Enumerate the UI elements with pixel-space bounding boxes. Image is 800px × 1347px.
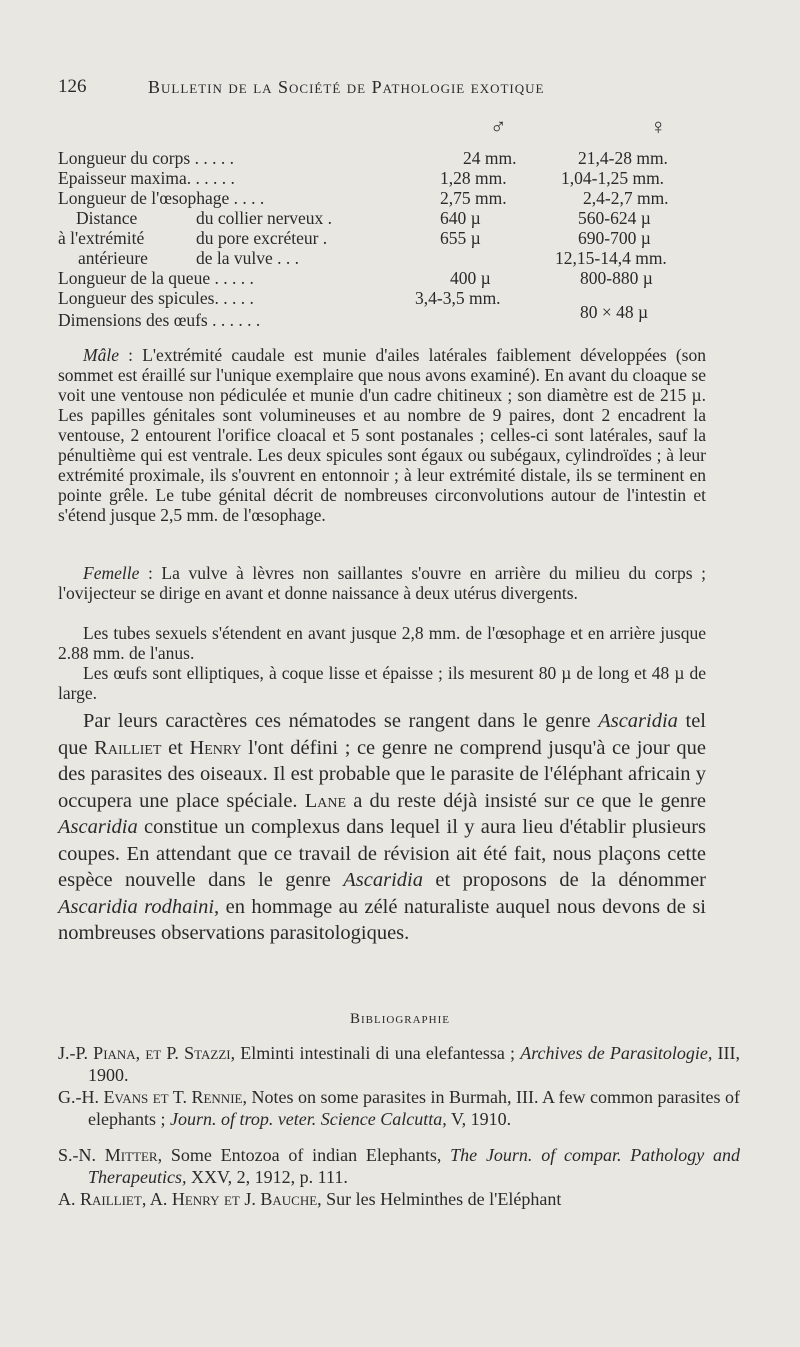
author-name: Henry: [189, 736, 242, 759]
genus-name: Ascaridia: [58, 816, 138, 838]
page-number: 126: [58, 76, 87, 97]
ref-volume: III, 1900.: [88, 1043, 741, 1085]
text-run: Par leurs caractères ces nématodes se rangent dans le genre: [83, 710, 599, 732]
table-row: [58, 148, 718, 168]
running-title: Bulletin de la Société de Pathologie exotique: [148, 77, 545, 97]
table-row: [58, 188, 718, 208]
female-symbol: ♀: [650, 114, 667, 139]
female-value: 1,04-1,25 mm.: [561, 168, 665, 188]
row-sublabel: du collier nerveux .: [196, 208, 333, 228]
bibliography-entry: [58, 1189, 740, 1211]
table-row: [58, 268, 718, 288]
genus-name: Ascaridia: [598, 710, 678, 732]
ref-authors: S.-N. Mitter,: [58, 1145, 163, 1165]
author-name: Lane: [304, 789, 347, 812]
ref-authors: J.-P. Piana, et P. Stazzi,: [58, 1043, 236, 1063]
ref-title: Notes on some parasites in Burmah, III. A few common parasites of elephants ;: [88, 1087, 740, 1129]
female-value: 80 × 48 µ: [580, 302, 649, 322]
female-value: 12,15-14,4 mm.: [555, 248, 667, 268]
ref-title: Elminti intestinali di una elefantessa ;: [235, 1043, 521, 1063]
bibliography-entry: [58, 1043, 740, 1086]
text-run: et proposons de la dénommer: [422, 869, 706, 891]
text-run: l'ont défini ; ce genre ne comprend jusqu'à ce jour que des parasites des oiseaux. Il est probable que le parasite de l'éléphant africain y occupera une place spéciale.: [58, 736, 706, 812]
page-header: [58, 76, 718, 102]
text-run: et: [161, 736, 190, 759]
row-label: à l'extrémité: [58, 228, 145, 248]
row-sublabel: de la vulve . . .: [196, 248, 300, 268]
ref-authors: A. Railliet, A. Henry et J. Bauche,: [58, 1189, 322, 1209]
ref-volume: XXV, 2, 1912, p. 111.: [186, 1166, 348, 1187]
author-name: Railliet: [94, 736, 162, 759]
table-row: [58, 248, 718, 268]
measurement-table: [58, 112, 718, 332]
table-row: [58, 228, 718, 248]
ref-title: Sur les Helminthes de l'Eléphant: [321, 1189, 562, 1209]
row-label: Longueur de l'œsophage . . . .: [58, 188, 265, 208]
male-value: 24 mm.: [463, 148, 517, 168]
text-run: a du reste déjà insisté sur ce que le genre: [346, 789, 706, 812]
table-row: [58, 208, 718, 228]
female-value: 2,4-2,7 mm.: [583, 188, 669, 208]
row-label: Dimensions des œufs . . . . . .: [58, 310, 261, 330]
eggs-paragraph: Les œufs sont elliptiques, à coque lisse et épaisse ; ils mesurent 80 µ de long et 48 µ de large.: [58, 663, 706, 703]
male-value: 1,28 mm.: [440, 168, 507, 188]
row-label: Longueur du corps . . . . .: [58, 148, 234, 168]
male-value: 2,75 mm.: [440, 188, 507, 208]
row-label: antérieure: [78, 248, 148, 268]
male-value: 655 µ: [440, 228, 481, 248]
ref-title: Some Entozoa of indian Elephants,: [162, 1145, 451, 1165]
male-description: [58, 345, 706, 525]
species-name: Ascaridia rodhaini: [58, 895, 215, 918]
row-label: Epaisseur maxima. . . . . .: [58, 168, 235, 188]
ref-authors: G.-H. Evans et T. Rennie,: [58, 1087, 247, 1107]
tubes-paragraph: Les tubes sexuels s'étendent en avant jusque 2,8 mm. de l'œsophage et en arrière jusque 2.88 mm. de l'anus.: [58, 623, 706, 663]
bibliography-entry: [58, 1145, 740, 1188]
male-lead: Mâle: [83, 345, 119, 365]
male-text: : L'extrémité caudale est munie d'ailes latérales faiblement développées (son sommet est éraillé sur l'unique exemplaire que nous avons examiné). En avant du cloaque se voit une ventouse non pédiculée et munie d'un cadre chitineux ; son diamètre est de 215 µ. Les papilles génitales sont volumineuses et au nombre de 9 paires, dont 2 encadrent la ventouse, 2 entourent l'orifice cloacal et 5 sont postanales ; celles-ci sont latérales, sauf la pénultième qui est ventrale. Les deux spicules sont égaux ou subégaux, cylindroïdes ; à leur extrémité proximale, ils s'ouvrent en entonnoir ; à leur extrémité distale, ils se terminent en pointe grêle. Le tube génital décrit de nombreuses circonvolutions autour de l'intestin et s'étend jusque 2,5 mm. de l'œsophage.: [58, 345, 706, 525]
female-value: 21,4-28 mm.: [578, 148, 668, 168]
table-row: [58, 168, 718, 188]
male-value: 640 µ: [440, 208, 481, 228]
bibliography-entry: [58, 1087, 740, 1130]
row-sublabel: du pore excréteur .: [196, 228, 328, 248]
female-value: 690-700 µ: [578, 228, 651, 248]
ref-volume: V, 1910.: [446, 1108, 512, 1129]
discussion-paragraph: [58, 708, 706, 947]
text-run: constitue un complexus dans lequel il y aura lieu d'établir plusieurs coupes. En attendant que ce travail de révision ait été fait, nous plaçons cette espèce nouvelle dans le genre: [58, 816, 706, 891]
ref-journal: Journ. of trop. veter. Science Calcutta,: [169, 1108, 447, 1129]
female-description: [58, 563, 706, 603]
text-run: , en hommage au zélé naturaliste auquel nous devons de si nombreuses observations parasitologiques.: [58, 895, 706, 944]
ref-journal: Archives de Parasitologie,: [520, 1043, 713, 1063]
row-label: Longueur des spicules. . . . .: [58, 288, 254, 308]
male-symbol: ♂: [490, 114, 507, 139]
row-label: Distance: [76, 208, 138, 228]
female-value: 560-624 µ: [578, 208, 651, 228]
bibliography-heading: Bibliographie: [350, 1011, 450, 1027]
female-lead: Femelle: [83, 563, 140, 583]
ref-journal: The Journ. of compar. Pathology and Therapeutics,: [88, 1145, 740, 1187]
table-row: [58, 302, 718, 330]
male-value: 400 µ: [450, 268, 491, 288]
female-value: 800-880 µ: [580, 268, 653, 288]
male-value: 3,4-3,5 mm.: [415, 288, 501, 308]
genus-name: Ascaridia: [343, 869, 423, 891]
text-run: tel que: [58, 710, 706, 759]
row-label: Longueur de la queue . . . . .: [58, 268, 254, 288]
female-text: : La vulve à lèvres non saillantes s'ouvre en arrière du milieu du corps ; l'ovijecteur se dirige en avant et donne naissance à deux utérus divergents.: [58, 563, 706, 603]
